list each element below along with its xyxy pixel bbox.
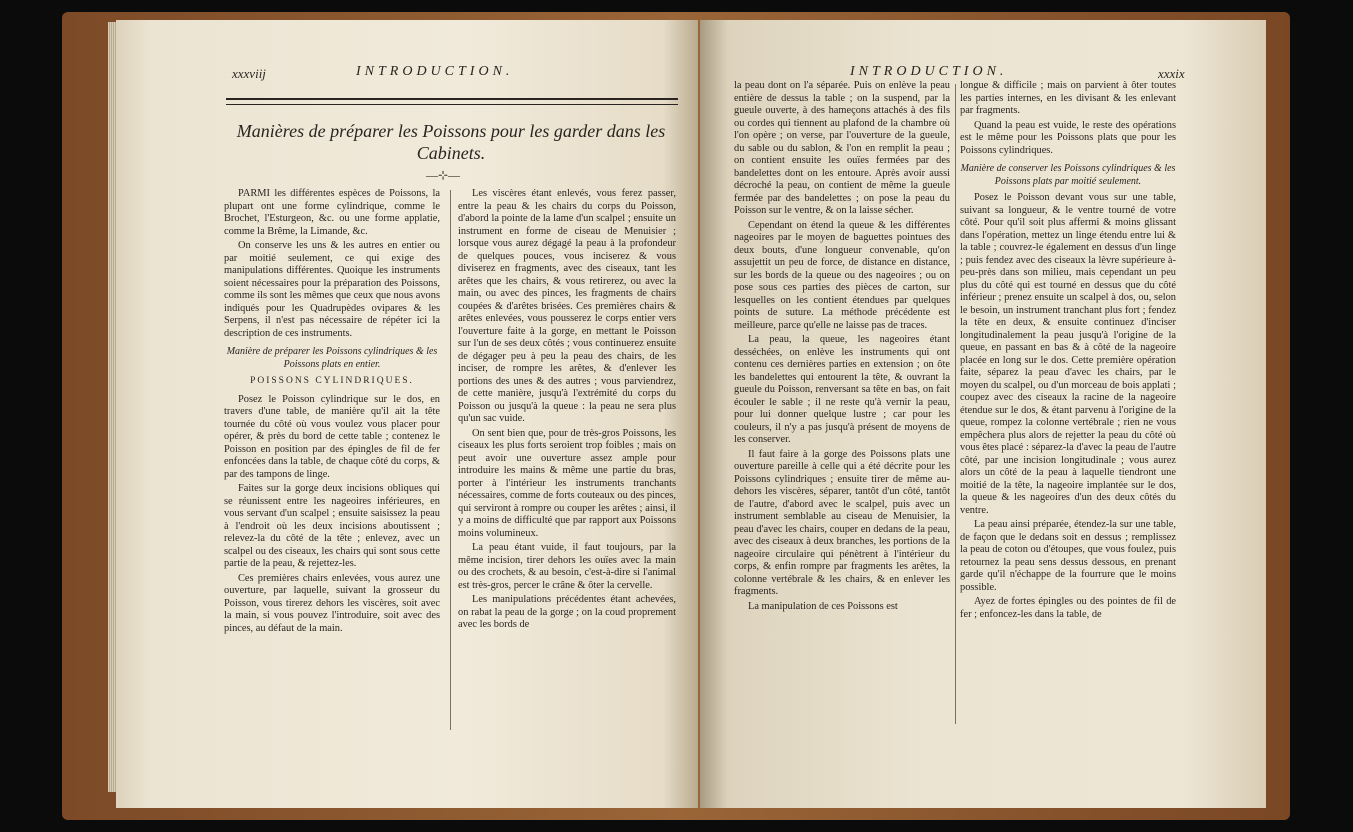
subheading: Manière de préparer les Poissons cylindriques & les Poissons plats en entier. (226, 346, 438, 370)
paragraph: Ces premières chairs enlevées, vous aurez une ouverture, par laquelle, suivant la grosseur du Poisson, vous tirerez dehors les viscères, soit avec la main, si vous pouvez l'introduire, soit avec des pinces, au défaut de la main. (224, 572, 440, 634)
section-title (216, 120, 686, 164)
subheading: Manière de conserver les Poissons cylindriques & les Poissons plats par moitié seulement. (960, 163, 1176, 187)
paragraph: Posez le Poisson devant vous sur une table, suivant sa longueur, & le ventre tourné de votre côté. Pour qu'il soit plus affermi & moins glissant dans l'opération, mettez un linge étendu entre lui & la table ; couvrez-le également en dessus d'un linge ; puis fendez avec des ciseaux la lèvre supérieure à-peu-près dans son milieu, mais cependant un peu plus du côté qui est tourné en dessus que du côté inférieur ; prenez ensuite un scalpel à dos, ou, selon le besoin, un instrument tranchant plus fort ; fendez la tête en deux, & ensuite continuez d'inciser longitudinalement la peau jusqu'à l'origine de la queue, en passant en bas & à côté de la nageoire placée en long sur le dos. Cette première opération faite, séparez la peau d'avec les chairs, par le moyen du scalpel, ou d'un morceau de bois applati ; coupez avec des ciseaux la racine de la nageoire étendue sur le dos, & étant parvenu à l'origine de la queue, rompez la colonne vertébrale ; rien ne vous empêchera plus alors de rejetter la peau du côté où vous êtes placé : séparez-la d'avec la peau de l'autre côté, par une incision longitudinale ; vous aurez alors un côté de la peau à laquelle tiendront une moitié de la tête, la nageoire implantée sur le dos, la queue & les nageoires d'un des deux côtés du ventre. (960, 192, 1176, 516)
paragraph: On sent bien que, pour de très-gros Poissons, les ciseaux les plus forts seroient trop foibles ; mais on peut avoir une ouverture assez ample pour introduire les mains & même une partie du bras, porter à l'intérieur les instruments tranchants nécessaires, comme de forts couteaux ou des pinces, qui serviront à rompre ou couper les arêtes ; ainsi, il y a moins de difficulté que par rapport aux Poissons moins volumineux. (458, 427, 676, 539)
paragraph: La peau, la queue, les nageoires étant desséchées, on enlève les instruments qui ont contenu ces dernières parties en extension ; on ôte les bandelettes qui entourent la tête, & ouvrant la gueule du Poisson, renversant sa tête en bas, on fait écouler le sable ; il ne reste qu'à vernir la peau, pour lui donner quelque lustre ; car pour les couleurs, il n'y a pas jusqu'à présent de moyens de les conserver. (734, 334, 950, 445)
right-column-divider (955, 84, 956, 724)
title-ornament: —⊹— (426, 168, 461, 182)
paragraph: la peau dont on l'a séparée. Puis on enlève la peau entière de dessus la table ; on la suspend, par la gueule ouverte, à des hameçons attachés à des fils ou cordes qui tiennent au plafond de la chambre où l'on opère ; on verse, par l'ouverture de la gueule, du sable ou du sablon, & l'on en remplit la peau ; on contient ensuite les ouïes fermées par des bandelettes dont on les entoure. Après avoir aussi décroché la peau, on contient de même la gueule fermée par des bandelettes ; on pose la peau du Poisson sur le ventre, & on la laisse sécher. (734, 80, 950, 216)
left-column-1 (224, 188, 440, 637)
paragraph: Les viscères étant enlevés, vous ferez passer, entre la peau & les chairs du corps du Poisson, d'abord la pointe de la lame d'un scalpel ; ensuite un instrument en forme de ciseau de Menuisier ; lorsque vous aurez dégagé la peau à la profondeur de quelques pouces, vous inciserez & vous diviserez en fragments, avec des ciseaux, tant les arêtes que les chairs, & vous retirerez, ou avec la main, ou avec des pinces, les fragments de chairs coupées & d'arêtes brisées. Ces premières chairs & arêtes enlevées, vous pousserez le corps entier vers l'ouverture faite à la gorge, en mettant le Poisson sur l'un de ses deux côtés ; vous continuerez ensuite de dégager peu à peu la peau des chairs, de les inciser, de rompre les arêtes, & d'enlever les portions des unes & des autres ; vous parviendrez, de cette manière, jusqu'à l'extrémité du corps du Poisson ou jusqu'à la queue : la peau ne sera plus qu'un sac vuide. (458, 188, 676, 424)
paragraph: Il faut faire à la gorge des Poissons plats une ouverture pareille à celle qui a été décrite pour les Poissons cylindriques ; ensuite tirer de même au-dehors les viscères, séparer, tantôt d'un côté, tantôt de l'autre, d'abord avec le scalpel, puis avec un instrument semblable au ciseau de Menuisier, la peau d'avec les chairs, couper en dedans de la peau, avec des ciseaux à deux branches, les portions de la nageoire circulaire qui pénètrent à l'intérieur du corps, & enfin rompre par fragments les arêtes, la colonne vertébrale & les chairs, & en enlever les fragments. (734, 448, 950, 597)
right-column-1 (734, 80, 950, 615)
right-folio: xxxix (1158, 66, 1185, 81)
left-page (116, 20, 698, 808)
paragraph: Les manipulations précédentes étant achevées, on rabat la peau de la gorge ; on la coud proprement avec les bords de (458, 594, 676, 630)
paragraph: La peau étant vuide, il faut toujours, par la même incision, tirer dehors les ouïes avec la main ou des crochets, & au besoin, c'est-à-dire si l'animal est très-gros, percer le crâne & ôter la cervelle. (458, 542, 676, 591)
left-running-head: INTRODUCTION. (356, 64, 514, 79)
section-title-text: Manières de préparer les Poissons pour les garder dans les Cabinets. (236, 121, 666, 163)
paragraph: Cependant on étend la queue & les différentes nageoires par le moyen de baguettes pointues des deux bouts, d'une longueur convenable, qu'on assujettit un peu de force, de distance en distance, sur les bords de la queue ou des nageoires ; ou on pose sous ces parties des pièces de carton, sur lesquelles on les contient étendues par quelques points de suture. La méthode précédente est meilleure, parce qu'elle ne laisse pas de traces. (734, 219, 950, 331)
right-column-2 (960, 80, 1176, 623)
paragraph: On conserve les uns & les autres en entier ou par moitié seulement, ce qui exige des manipulations différentes. Quoique les instruments soient nécessaires pour la préparation des Poissons, comme ils sont les mêmes que ceux que nous avons indiqués pour les Quadrupèdes ovipares & les Serpens, il n'est pas nécessaire de répéter ici la description de ces instruments. (224, 240, 440, 339)
paragraph: Posez le Poisson cylindrique sur le dos, en travers d'une table, de manière qu'il ait la tête tournée du côté où vous voulez vous placer pour opérer, & près du bord de cette table ; contenez le Poisson en position par des épingles de fil de fer enfoncées dans la table, de chaque côté du corps, & par des tampons de linge. (224, 393, 440, 480)
left-column-2 (458, 188, 676, 634)
paragraph: La manipulation de ces Poissons est (748, 600, 898, 612)
right-page (700, 20, 1266, 808)
left-folio: xxxviij (232, 66, 266, 81)
left-column-divider (450, 190, 451, 730)
paragraph: longue & difficile ; mais on parvient à ôter toutes les parties internes, en les divisant & les enlevant par fragments. (960, 80, 1176, 116)
paragraph: Faites sur la gorge deux incisions obliques qui se réunissent entre les nageoires inférieures, en vous servant d'un scalpel ; ensuite saisissez la peau à l'endroit où les deux incisions aboutissent ; relevez-la du côté de la tête ; enlevez, avec un scalpel ou des ciseaux, les chairs qui sont sous cette partie de la peau, & rejettez-les. (224, 483, 440, 569)
right-running-head: INTRODUCTION. (850, 64, 1008, 79)
subheading-caps: POISSONS CYLINDRIQUES. (250, 376, 414, 386)
left-head-rule (226, 98, 678, 105)
paragraph: La peau ainsi préparée, étendez-la sur une table, de façon que le dedans soit en dessus ; remplissez la peau de coton ou d'étoupes, que vous foulez, puis retournez la peau sens dessus dessous, en prenant garde qu'il n'échappe de la fourrure que le moins possible. (960, 519, 1176, 593)
paragraph: Quand la peau est vuide, le reste des opérations est le même pour les Poissons plats que pour les Poissons cylindriques. (960, 119, 1176, 156)
paragraph: Ayez de fortes épingles ou des pointes de fil de fer ; enfoncez-les dans la table, de (960, 596, 1176, 620)
paragraph: PARMI les différentes espèces de Poissons, la plupart ont une forme cylindrique, comme le Brochet, l'Esturgeon, &c. ou une forme applatie, comme la Brême, la Limande, &c. (224, 188, 440, 237)
